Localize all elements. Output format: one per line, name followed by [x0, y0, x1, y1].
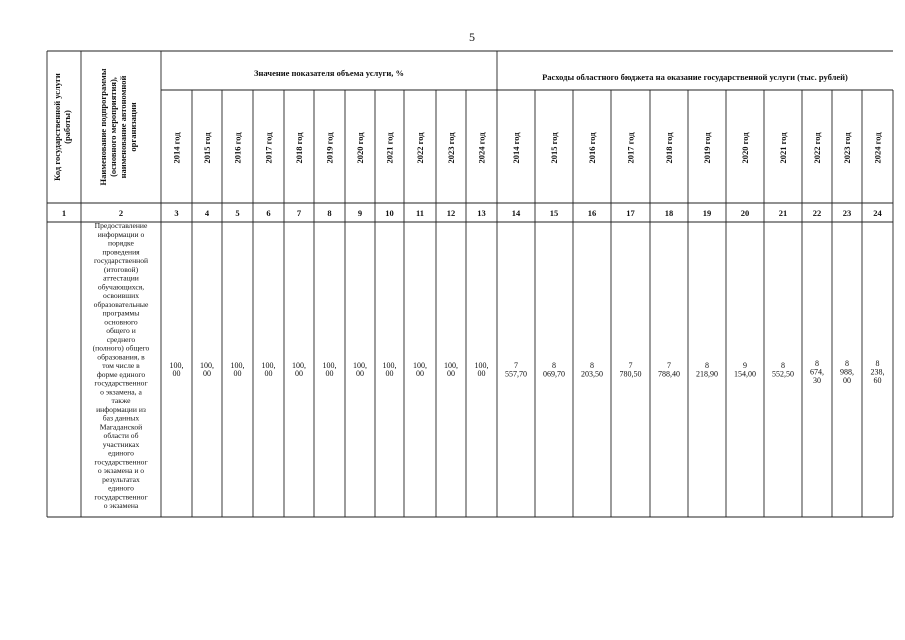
service-description-line: программы	[102, 308, 140, 318]
budget-year-header: 2015 год	[549, 132, 559, 164]
service-description-line: общего и	[106, 326, 136, 335]
table-text	[52, 68, 885, 510]
budget-year-header: 2016 год	[587, 132, 597, 164]
indicator-value: 00	[447, 369, 455, 378]
budget-year-header: 2017 год	[625, 132, 636, 164]
budget-value: 8	[875, 359, 880, 368]
budget-group-header: Расходы областного бюджета на оказание государственной услуги (тыс. рублей)	[542, 72, 848, 82]
service-description-line: (итоговой)	[103, 264, 139, 274]
indicator-value: 100,	[261, 361, 276, 370]
name-column-header: (основного мероприятия),	[108, 77, 118, 177]
column-number: 21	[778, 208, 788, 218]
column-number: 11	[415, 208, 425, 218]
budget-value: 788,40	[658, 369, 680, 379]
indicator-value: 100,	[474, 361, 489, 370]
budget-year-header: 2018 год	[664, 132, 674, 164]
indicator-year-header: 2022 год	[415, 132, 425, 164]
indicator-value: 100,	[169, 361, 184, 370]
budget-year-header: 2019 год	[702, 132, 712, 164]
indicator-value: 100,	[230, 361, 245, 370]
budget-value: 8	[781, 361, 785, 370]
service-description-line: обучающихся,	[97, 282, 145, 292]
budget-year-header: 2021 год	[778, 132, 788, 164]
indicator-value: 00	[416, 369, 424, 378]
service-description-line: (полного) общего	[92, 343, 150, 353]
service-description-line: информации о	[97, 229, 145, 239]
indicator-value: 00	[264, 369, 273, 378]
column-number: 14	[511, 208, 521, 218]
service-description-line: результатах	[102, 474, 140, 484]
budget-value: 60	[873, 376, 882, 385]
column-number: 6	[266, 208, 271, 218]
service-description-line: единого	[108, 448, 134, 458]
budget-value: 238,	[870, 367, 885, 377]
indicator-value: 100,	[382, 361, 397, 370]
indicator-year-header: 2023 год	[446, 132, 456, 164]
budget-year-header: 2022 год	[812, 132, 822, 164]
indicator-value: 00	[233, 369, 242, 378]
column-number: 9	[357, 208, 363, 218]
indicator-value: 100,	[413, 361, 427, 370]
service-description-line: государственной	[93, 256, 149, 265]
budget-value: 8	[845, 359, 849, 368]
indicator-value: 00	[172, 369, 181, 378]
column-number: 2	[118, 208, 124, 218]
column-number: 19	[702, 208, 712, 218]
budget-value: 00	[843, 376, 851, 385]
service-description-line: информации из	[96, 404, 146, 414]
indicator-year-header: 2014 год	[171, 132, 182, 164]
budget-value: 674,	[810, 367, 824, 377]
budget-value: 557,70	[505, 369, 527, 379]
service-description-line: государственног	[94, 492, 148, 502]
budget-value: 8	[552, 361, 556, 370]
service-description-line: освоивших	[102, 291, 140, 300]
budget-value: 218,90	[696, 369, 718, 379]
service-description-line: о экзамена	[103, 501, 139, 510]
service-description-line: участниках	[102, 439, 140, 449]
code-column-header: (работы)	[62, 110, 72, 144]
service-description-line: порядке	[108, 238, 134, 248]
budget-year-header: 2014 год	[511, 132, 521, 164]
indicator-year-header: 2016 год	[232, 132, 243, 164]
service-description-line: государственног	[94, 378, 148, 388]
column-number: 24	[873, 208, 882, 218]
service-description-line: о экзамена и о	[97, 466, 145, 475]
budget-value: 7	[514, 361, 518, 370]
budget-year-header: 2023 год	[842, 132, 852, 164]
budget-value: 069,70	[543, 369, 565, 379]
column-number: 16	[587, 208, 597, 218]
column-number: 18	[664, 208, 674, 218]
service-description-line: форме единого	[96, 369, 146, 379]
indicator-value: 00	[325, 369, 334, 378]
budget-value: 8	[815, 359, 819, 368]
column-number: 22	[812, 208, 822, 218]
budget-value: 154,00	[734, 369, 756, 379]
indicator-year-header: 2021 год	[384, 132, 395, 164]
column-number: 7	[296, 208, 302, 218]
indicator-value: 00	[356, 369, 364, 378]
indicator-value: 00	[203, 369, 211, 378]
budget-value: 203,50	[581, 369, 603, 379]
service-description-line: образовательные	[93, 299, 149, 309]
name-column-header: наименование автономной	[118, 75, 128, 179]
service-description-line: единого	[108, 483, 134, 493]
indicator-value: 100,	[322, 361, 337, 370]
indicator-value: 00	[295, 369, 303, 378]
column-number: 15	[549, 208, 559, 218]
service-description-line: среднего	[106, 334, 136, 344]
service-description-line: основного	[104, 317, 138, 327]
indicator-year-header: 2018 год	[294, 132, 304, 164]
indicator-year-header: 2019 год	[324, 132, 335, 164]
indicator-value: 100,	[292, 361, 306, 370]
name-column-header: организации	[128, 102, 138, 152]
service-description-line: том числе в	[102, 361, 140, 370]
code-column-header: Код государственной услуги	[52, 73, 62, 181]
indicator-year-header: 2015 год	[202, 132, 212, 164]
service-description-line: также	[111, 396, 131, 405]
budget-value: 8	[705, 361, 709, 370]
name-column-header: Наименование подпрограммы	[98, 68, 108, 186]
service-description-line: Магаданской	[99, 422, 143, 432]
column-number: 5	[235, 208, 240, 218]
service-description-line: области об	[103, 431, 139, 440]
column-number: 1	[61, 208, 67, 218]
indicator-value: 100,	[353, 361, 367, 370]
page-number: 5	[469, 30, 475, 44]
service-description-line: о экзамена, а	[100, 387, 142, 397]
service-description-line: аттестации	[103, 273, 139, 283]
budget-value: 7	[667, 361, 671, 370]
service-description-line: государственног	[94, 457, 148, 467]
column-number: 4	[204, 208, 210, 218]
column-number: 20	[740, 208, 750, 218]
column-number: 17	[626, 208, 635, 218]
column-number: 13	[477, 208, 486, 218]
service-description-line: баз данных	[102, 413, 140, 423]
budget-value: 30	[813, 376, 821, 385]
column-number: 3	[174, 208, 179, 218]
budget-year-header: 2020 год	[740, 132, 750, 164]
service-description-line: проведения	[102, 247, 140, 257]
indicator-year-header: 2020 год	[355, 132, 365, 164]
budget-value: 552,50	[772, 369, 794, 379]
column-number: 10	[385, 208, 394, 218]
service-description-line: Предоставление	[94, 221, 148, 230]
budget-value: 988,	[840, 367, 854, 377]
service-description-line: образования, в	[97, 352, 145, 362]
indicator-value: 100,	[200, 361, 214, 370]
indicator-value: 100,	[444, 361, 458, 370]
indicator-year-header: 2024 год	[476, 132, 487, 164]
indicator-value: 00	[385, 369, 394, 378]
indicator-value: 00	[477, 369, 486, 378]
column-number: 8	[327, 208, 332, 218]
indicator-group-header: Значение показателя объема услуги, %	[253, 68, 405, 78]
budget-value: 8	[590, 361, 594, 370]
budget-value: 7	[628, 361, 633, 370]
column-number: 23	[842, 208, 852, 218]
budget-value: 780,50	[619, 369, 642, 379]
table-grid	[47, 51, 893, 517]
budget-value: 9	[743, 361, 747, 370]
budget-year-header: 2024 год	[872, 132, 883, 164]
indicator-year-header: 2017 год	[263, 132, 274, 164]
column-number: 12	[446, 208, 456, 218]
